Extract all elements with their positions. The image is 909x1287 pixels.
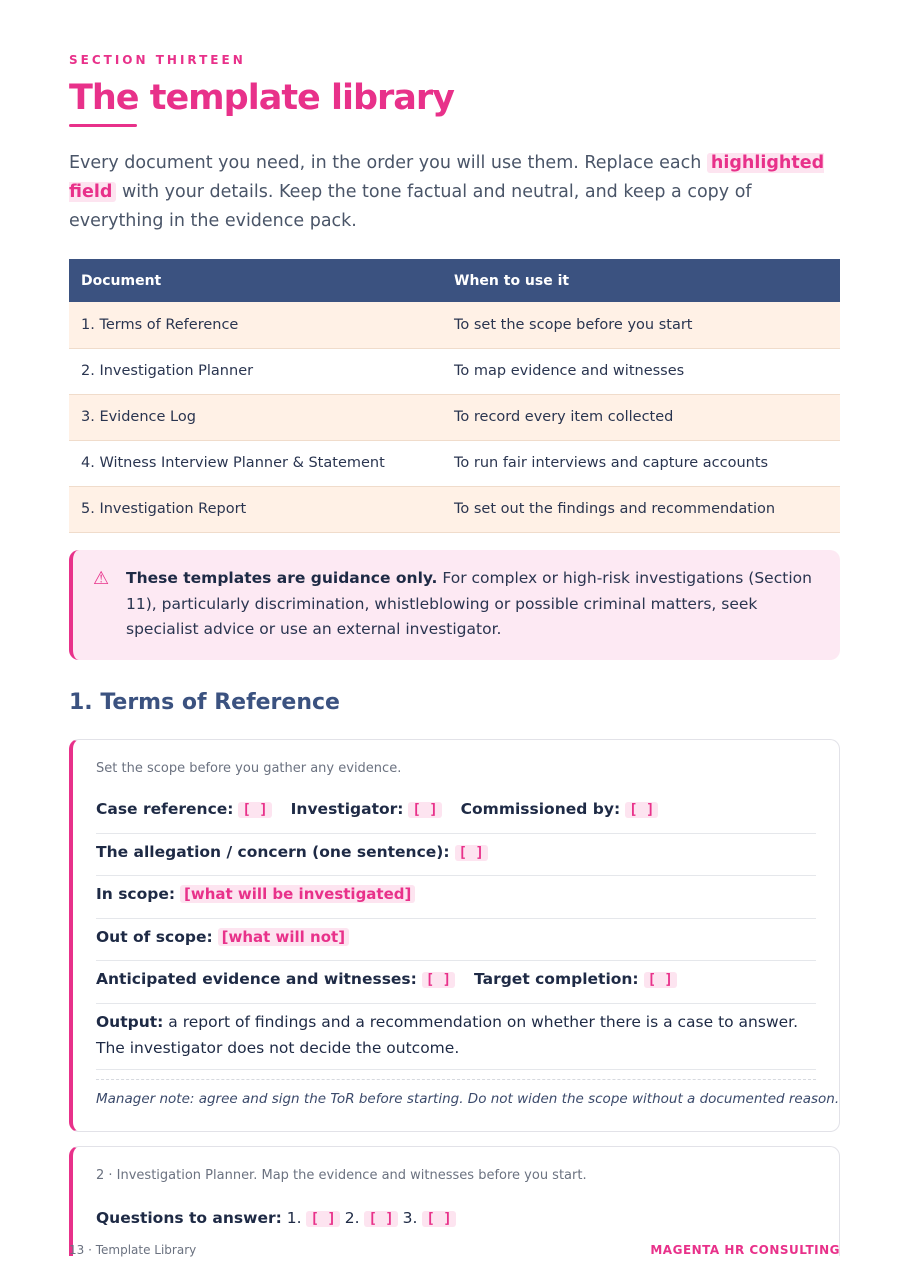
intro-text-2: with your details. Keep the tone factual and neutral, and keep a copy of everything in the evidence pack. xyxy=(69,182,752,231)
output-label: Output: xyxy=(96,1013,164,1031)
table-header-row xyxy=(69,259,840,302)
out-of-scope-label: Out of scope: xyxy=(96,928,213,946)
table-row xyxy=(69,486,840,532)
table-row xyxy=(69,348,840,394)
footer-page-label: 13 · Template Library xyxy=(69,1243,197,1257)
target-completion-field[interactable]: [ ] xyxy=(644,972,677,988)
table-cell-when: To set out the findings and recommendation xyxy=(442,486,840,532)
evidence-field[interactable]: [ ] xyxy=(422,972,455,988)
questions-label: Questions to answer: xyxy=(96,1209,282,1227)
question-number-3: 3. xyxy=(397,1209,423,1227)
row-divider xyxy=(96,1069,816,1070)
question-field-3[interactable]: [ ] xyxy=(422,1211,455,1227)
table-cell-when: To run fair interviews and capture accounts xyxy=(442,440,840,486)
table-header-document: Document xyxy=(69,259,442,302)
commissioned-by-field[interactable]: [ ] xyxy=(625,802,658,818)
table-cell-document: 3. Evidence Log xyxy=(69,394,442,440)
row-divider xyxy=(96,875,816,876)
tor-heading: 1. Terms of Reference xyxy=(69,690,340,715)
table-header-when: When to use it xyxy=(442,259,840,302)
page-title: The template library xyxy=(69,78,454,118)
table-cell-document: 4. Witness Interview Planner & Statement xyxy=(69,440,442,486)
tor-row-in-scope xyxy=(96,885,816,903)
table-row xyxy=(69,302,840,348)
row-divider xyxy=(96,918,816,919)
allegation-field[interactable]: [ ] xyxy=(455,845,488,861)
target-completion-label: Target completion: xyxy=(474,970,639,988)
callout-bold-text: These templates are guidance only. xyxy=(126,569,438,587)
footer-brand: MAGENTA HR CONSULTING xyxy=(650,1243,840,1257)
evidence-label: Anticipated evidence and witnesses: xyxy=(96,970,417,988)
investigator-label: Investigator: xyxy=(290,800,404,818)
guidance-callout xyxy=(69,550,840,660)
table-cell-document: 2. Investigation Planner xyxy=(69,348,442,394)
intro-text-1: Every document you need, in the order you will use them. Replace each xyxy=(69,153,707,173)
table-row xyxy=(69,394,840,440)
tor-row-output xyxy=(96,1010,816,1061)
case-reference-label: Case reference: xyxy=(96,800,234,818)
section-eyebrow: SECTION THIRTEEN xyxy=(69,53,246,67)
table-cell-document: 5. Investigation Report xyxy=(69,486,442,532)
question-number-1: 1. xyxy=(281,1209,307,1227)
allegation-label: The allegation / concern (one sentence): xyxy=(96,843,450,861)
table-cell-when: To map evidence and witnesses xyxy=(442,348,840,394)
question-number-2: 2. xyxy=(339,1209,365,1227)
question-field-1[interactable]: [ ] xyxy=(306,1211,339,1227)
planner-intro: 2 · Investigation Planner. Map the evidence and witnesses before you start. xyxy=(96,1168,587,1183)
investigation-planner-card xyxy=(69,1146,840,1256)
template-table xyxy=(69,259,840,533)
tor-row-allegation xyxy=(96,843,816,861)
out-of-scope-field[interactable]: [what will not] xyxy=(218,928,349,946)
intro-paragraph xyxy=(69,149,840,236)
tor-intro: Set the scope before you gather any evidence. xyxy=(96,761,402,776)
tor-row-case xyxy=(96,800,816,818)
tor-row-out-scope xyxy=(96,928,816,946)
manager-note: Manager note: agree and sign the ToR before starting. Do not widen the scope without a documented reason. xyxy=(96,1091,840,1107)
in-scope-field[interactable]: [what will be investigated] xyxy=(180,885,415,903)
case-reference-field[interactable]: [ ] xyxy=(238,802,271,818)
warning-icon: ⚠ xyxy=(93,568,110,589)
table-row xyxy=(69,440,840,486)
question-field-2[interactable]: [ ] xyxy=(364,1211,397,1227)
row-divider xyxy=(96,960,816,961)
table-cell-document: 1. Terms of Reference xyxy=(69,302,442,348)
output-text: a report of findings and a recommendation on whether there is a case to answer. The investigator does not decide the outcome. xyxy=(96,1013,799,1057)
table-cell-when: To record every item collected xyxy=(442,394,840,440)
dashed-divider xyxy=(96,1079,816,1080)
commissioned-by-label: Commissioned by: xyxy=(460,800,621,818)
terms-of-reference-card xyxy=(69,739,840,1132)
in-scope-label: In scope: xyxy=(96,885,176,903)
highlighted-field-sample: highlighted field xyxy=(69,153,825,202)
row-divider xyxy=(96,1003,816,1004)
title-underline xyxy=(69,124,137,127)
planner-row-questions xyxy=(96,1209,816,1227)
row-divider xyxy=(96,833,816,834)
investigator-field[interactable]: [ ] xyxy=(408,802,441,818)
tor-row-evidence xyxy=(96,970,816,988)
callout-text: For complex or high-risk investigations (Section 11), particularly discrimination, whistleblowing or possible criminal matters, seek specialist advice or use an external investigator. xyxy=(126,569,812,638)
table-cell-when: To set the scope before you start xyxy=(442,302,840,348)
